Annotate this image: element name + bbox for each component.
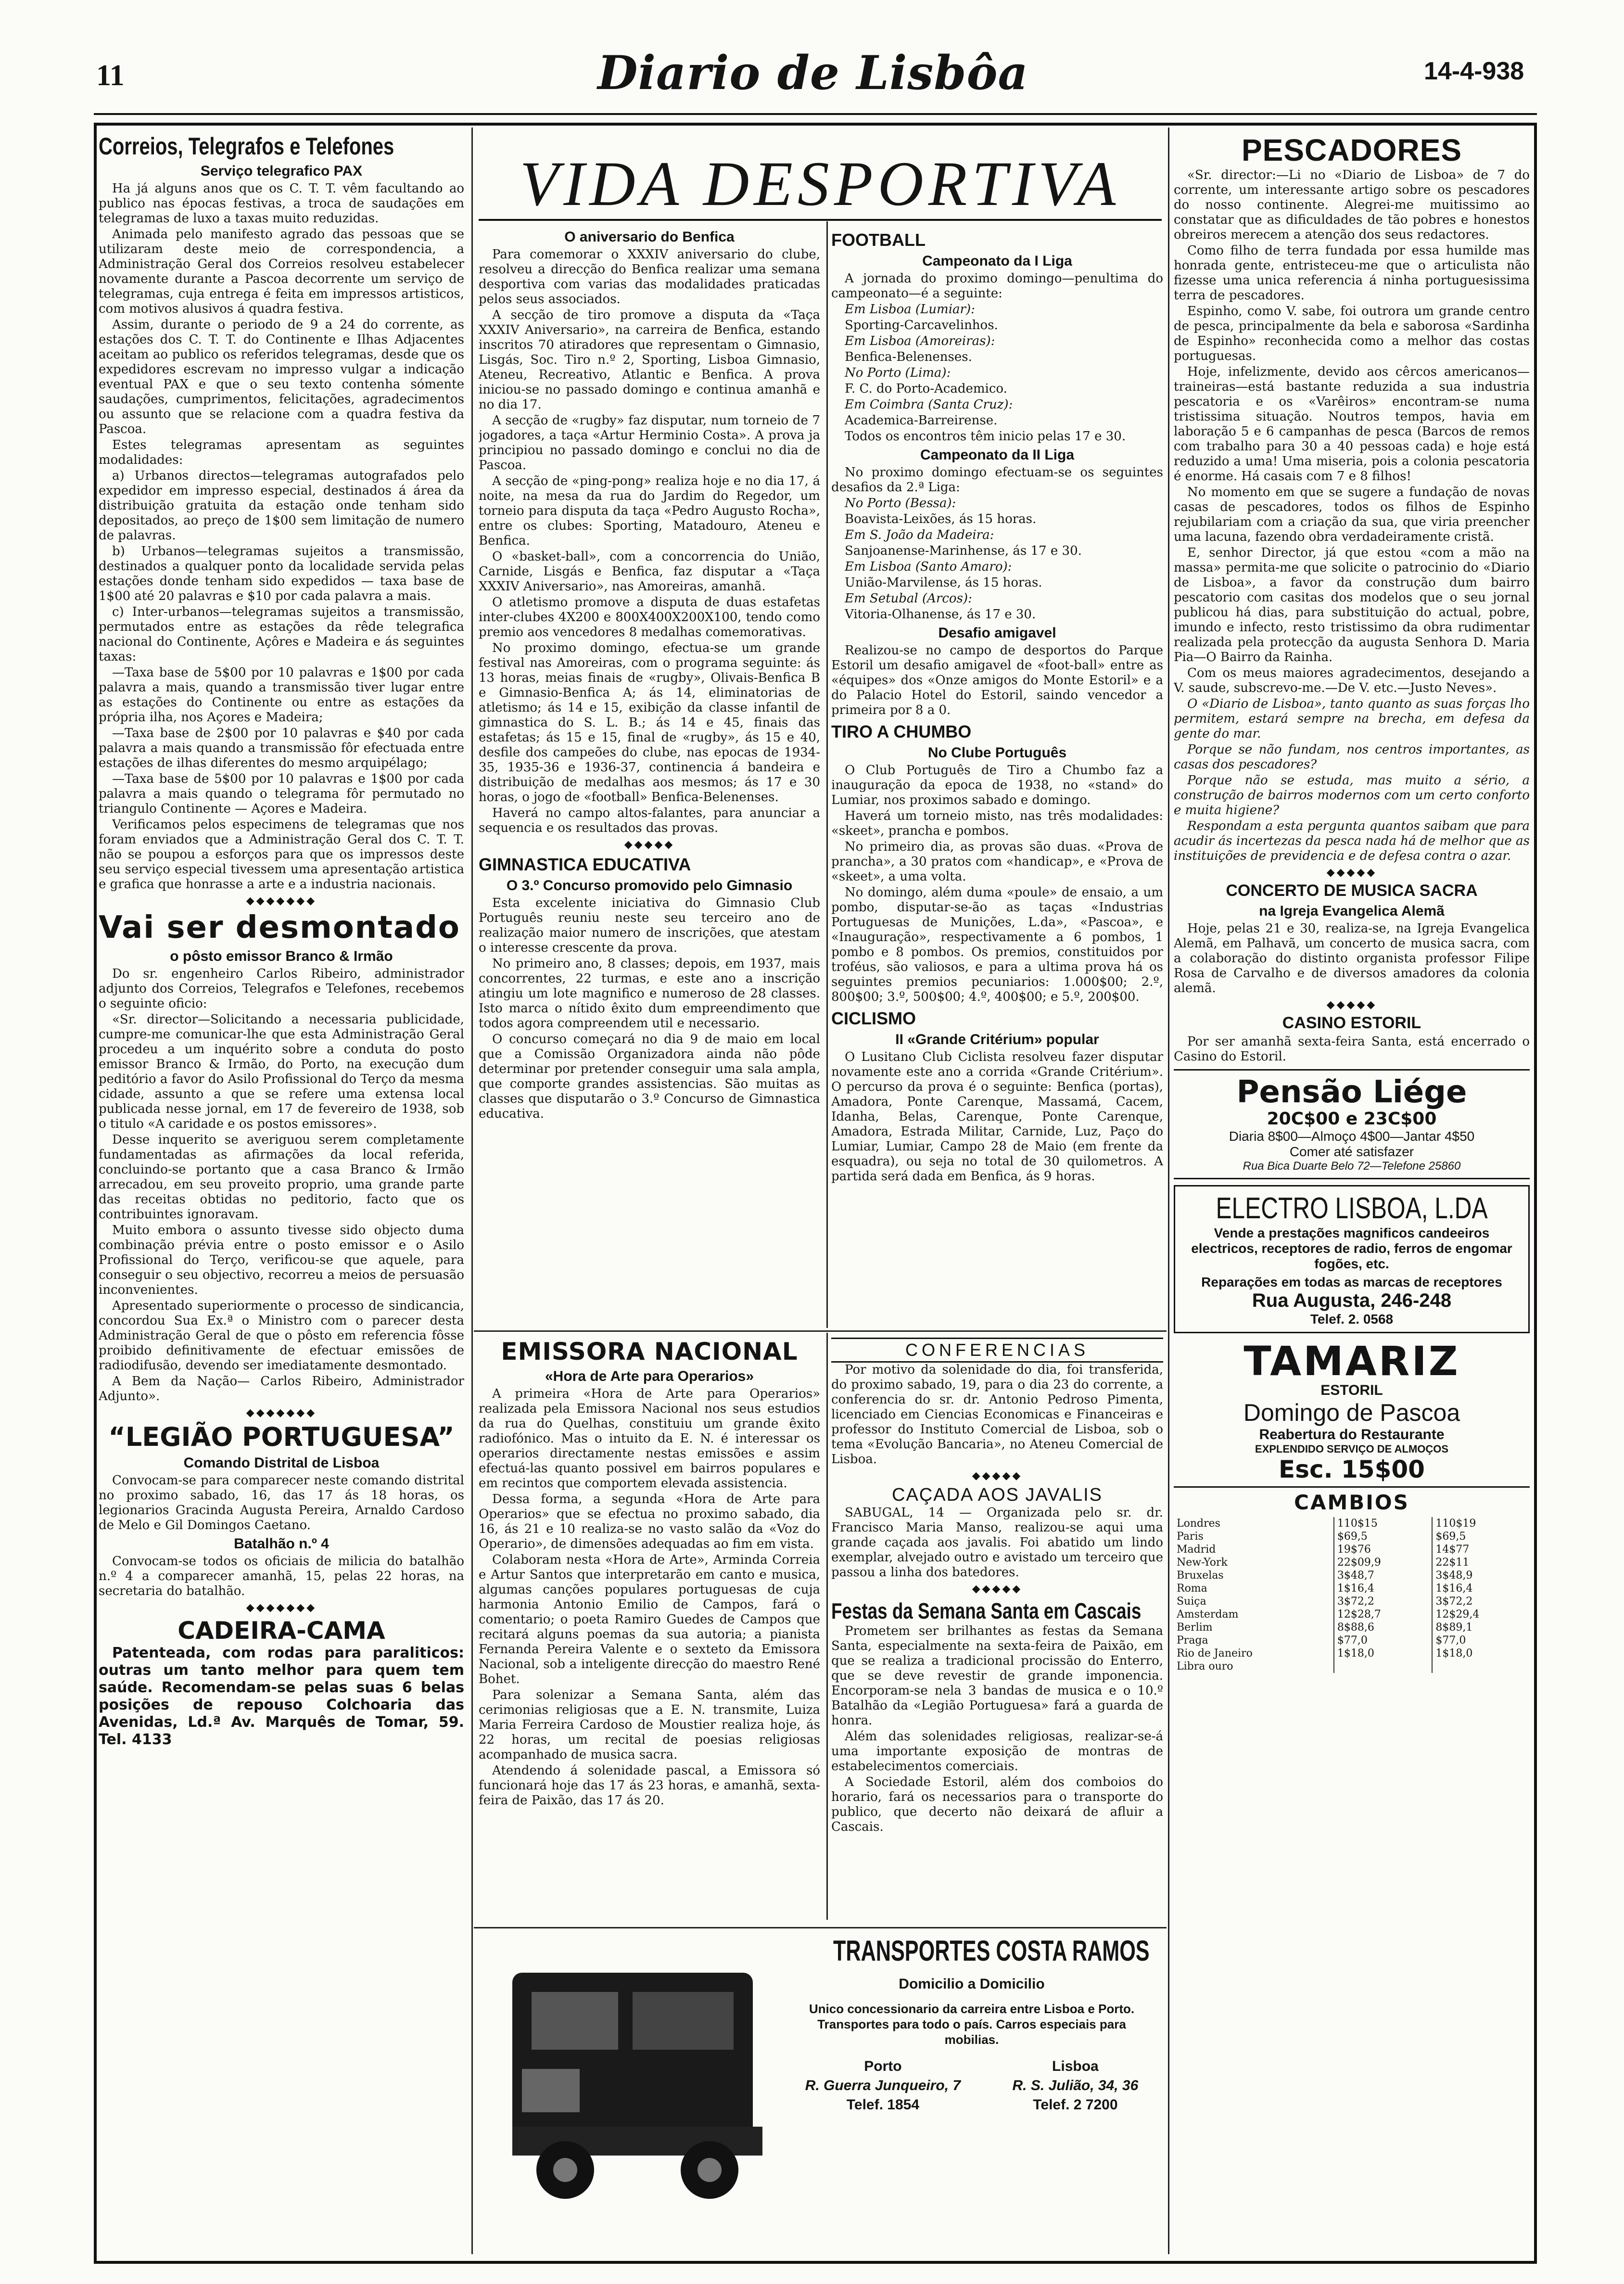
currency-name: Roma bbox=[1177, 1582, 1207, 1595]
fixture: União-Marvilense, ás 15 horas. bbox=[845, 575, 1042, 590]
paragraph: Além das solenidades religiosas, realizar-se-á uma importante exposição de montras de estabelecimentos comerciais. bbox=[831, 1729, 1163, 1774]
paragraph: Realizou-se no campo de desportos do Parque Estoril um desafio amigavel de «foot-ball» entre as «équipes» dos «Onze amigos do Monte Estoril» e a do Palacio Hotel do Estoril, saindo vencedor a primeira por 8 a 0. bbox=[831, 643, 1163, 717]
paragraph: SABUGAL, 14 — Organizada pelo sr. dr. Francisco Maria Manso, realizou-se aqui uma grande caçada aos javalis. Foi abatido um lindo exemplar, alvejado outro e avistado um terceiro que passou a linha dos batedores. bbox=[831, 1506, 1163, 1580]
column-sports-right bbox=[831, 226, 1163, 1328]
column-rule bbox=[471, 128, 473, 2254]
paragraph: Colaboram nesta «Hora de Arte», Arminda Correia e Artur Santos que interpretarão em canto e musica, algumas canções populares portuguesas de cuja harmonia Antonio Emilio de Campos, fará o comentario; o poeta Ramiro Guedes de Campos que recitará alguns poemas da sua autoria; a pianista Fernanda Pereira Valente e o sexteto da Emissora Nacional, sob a inteligente direcção do maestro René Bohet. bbox=[479, 1553, 820, 1686]
paragraph: Animada pelo manifesto agrado das pessoas que se utilizaram deste meio de correspondencia, a Administração Geral dos Correios resolveu estabelecer novamente durante a Pascoa decorrente um serviço de telegramas, cuja entrega é feita em impressos artisticos, com motivos alusivos á quadra festiva. bbox=[99, 227, 464, 316]
football-title: FOOTBALL bbox=[831, 230, 926, 250]
rate-value: 1$16,4 bbox=[1432, 1582, 1530, 1595]
electro-ad bbox=[1174, 1185, 1530, 1333]
paragraph: Esta excelente iniciativa do Gimnasio Club Português reuniu neste seu terceiro ano de realização maior numero de inscrições, que atestam o interesse crescente da prova. bbox=[479, 896, 820, 955]
cacada-title: CAÇADA AOS JAVALIS bbox=[892, 1485, 1103, 1505]
paragraph: Haverá no campo altos-falantes, para anunciar a sequencia e os resultados das provas. bbox=[479, 806, 820, 835]
fixture: Em Setubal (Arcos): bbox=[845, 591, 972, 606]
currency-name: Amsterdam bbox=[1177, 1608, 1239, 1620]
cambios-row bbox=[1174, 1660, 1530, 1673]
rate-value: $69,5 bbox=[1334, 1530, 1433, 1543]
paragraph: A primeira «Hora de Arte para Operarios» realizada pela Emissora Nacional nos seus estudios da rua do Quelhas, constituiu um grande êxito radiofónico. Mas o intuito da E. N. é interessar os operarios directamente nestas emissões e assim efectuá-las quanto possivel em bairros populares e em recintos que comportem elevada assistencia. bbox=[479, 1387, 820, 1491]
cambios-table bbox=[1174, 1517, 1530, 1673]
paragraph: Do sr. engenheiro Carlos Ribeiro, administrador adjunto dos Correios, Telegrafos e Telefones, recebemos o seguinte oficio: bbox=[99, 967, 464, 1011]
desmontado-title: Vai ser desmontado bbox=[99, 910, 460, 945]
paragraph: E, senhor Director, já que estou «com a mão na massa» permita-me que solicite o patrocinio do «Diario de Lisboa», a favor da construção dum bairro pescatorio com casitas dos modelos que o seu jornal publicou há dias, para substituição do actual, pobre, imundo e infecto, resto tristissimo da obra rudimentar realizada pela protecção da augusta Senhora D. Maria Pia—O Bairro da Rainha. bbox=[1174, 546, 1530, 664]
paragraph: No domingo, além duma «poule» de ensaio, a um pombo, disputar-se-ão as taças «Industrias Portuguesas de Munições, L.da», «Pascoa», e «Inauguração», respectivamente a 6 pombos, 1 pombo e 8 pombos. Os premios, constituidos por troféus, são valiosos, e para a ultima prova há os seguintes premios pecuniarios: 1.000$00; 2.º, 800$00; 3.º, 500$00; 4.º, 400$00; e 5.º, 200$00. bbox=[831, 885, 1163, 1004]
page-number: 11 bbox=[96, 59, 125, 92]
masthead: Diario de Lisbôa bbox=[597, 46, 1028, 100]
fixture: Em Lisboa (Santo Amaro): bbox=[845, 560, 1012, 574]
currency-name: New-York bbox=[1177, 1557, 1228, 1569]
fixture: Boavista-Leixões, ás 15 horas. bbox=[845, 512, 1037, 526]
paragraph: Atendendo á solenidade pascal, a Emissora só funcionará hoje das 17 ás 23 horas, e amanhã, sexta-feira de Paixão, das 17 ás 20. bbox=[479, 1763, 820, 1808]
paragraph: No momento em que se sugere a fundação de novas casas de pescadores, todos os filhos de Espinho rejubilariam com a criação da sua, que viria preencher uma lacuna, fazendo obra verdadeiramente cristã. bbox=[1174, 485, 1530, 544]
paragraph: b) Urbanos—telegramas sujeitos a transmissão, destinados a qualquer ponto da localidade servida pelas estações donde tenham sido expedidos — taxa base de 1$00 até 20 palavras e $10 por cada palavra a mais. bbox=[99, 544, 464, 603]
paragraph: c) Inter-urbanos—telegramas sujeitos a transmissão, permutados entre as estações da rêde telegrafica nacional do Continente, Açôres e Madeira e ás seguintes taxas: bbox=[99, 605, 464, 664]
paragraph: A secção de «ping-pong» realiza hoje e no dia 17, á noite, na mesa da rua do Jardim do Regedor, um torneio para disputa da taça «Pedro Augusto Rocha», entre os clubes: Sporting, Matadouro, Ateneu e Benfica. bbox=[479, 474, 820, 548]
paragraph: «Sr. director:—Li no «Diario de Lisboa» de 7 do corrente, um interessante artigo sobre os pescadores do nosso continente. Alegrei-me muitissimo ao constatar que as dificuldades de tão pobres e honestos obreiros merecem a atenção dos seus redactores. bbox=[1174, 168, 1530, 242]
fixture: No Porto (Lima): bbox=[845, 366, 951, 380]
pensao-prices: 20C$00 e 23C$00 bbox=[1267, 1109, 1437, 1129]
rate-value: 1$18,0 bbox=[1334, 1647, 1433, 1660]
paragraph: Por motivo da solenidade do dia, foi transferida, do proximo sabado, 19, para o dia 23 do corrente, a conferencia do sr. dr. Antonio Pedroso Pimenta, licenciado em Ciencias Economicas e Financeiras e professor do Instituto Comercial de Lisboa, sob o tema «Evolução Bancaria», no Ateneu Comercial de Lisboa. bbox=[831, 1363, 1163, 1467]
cadeira-title: CADEIRA-CAMA bbox=[178, 1617, 385, 1645]
ornament-divider: ◆◆◆◆◆◆◆ bbox=[246, 1602, 317, 1614]
currency-name: Libra ouro bbox=[1177, 1660, 1233, 1672]
casino-title: CASINO ESTORIL bbox=[1282, 1014, 1421, 1032]
cambios-row bbox=[1174, 1569, 1530, 1582]
paragraph: O «basket-ball», com a concorrencia do União, Carnide, Lisgás e Benfica, faz disputar a «Taça XXXIV Aniversario», nas Amoreiras, amanhã. bbox=[479, 549, 820, 594]
paragraph: Respondam a esta pergunta quantos saibam que para acudir ás incertezas da pesca nada há de melhor que as instituições de previdencia e de defesa contra o azar. bbox=[1174, 819, 1530, 863]
paragraph: Ha já alguns anos que os C. T. T. vêm facultando ao publico nas épocas festivas, a troca de saudações em telegramas de luxo a taxas muito reduzidas. bbox=[99, 181, 464, 226]
lisboa-address: R. S. Julião, 34, 36 bbox=[1012, 2078, 1139, 2093]
lisboa-phone: Telef. 2 7200 bbox=[1033, 2097, 1118, 2113]
electro-text: Vende a prestações magnificos candeeiros electricos, receptores de radio, ferros de engomar fogões, etc. bbox=[1191, 1225, 1512, 1271]
paragraph: A secção de tiro promove a disputa da «Taça XXXIV Aniversario», na carreira de Benfica, estando inscritos 70 atiradores que representam o Gimnasio, Lisgás, Soc. Tiro n.º 2, Sporting, Lisboa Gimnasio, Ateneu, Recreativo, Atlantic e Benfica. A prova iniciou-se no passado domingo e continua amanhã e no dia 17. bbox=[479, 308, 820, 412]
concerto-subtitle: na Igreja Evangelica Alemã bbox=[1259, 903, 1445, 919]
paragraph: O concurso começará no dia 9 de maio em local que a Comissão Organizadora ainda não pôde determinar por pretender conseguir uma sala ampla, que comporte grandes assistencias. São muitas as classes que disputarão o 3.º Concurso de Gimnastica educativa. bbox=[479, 1032, 820, 1121]
legiao-title: “LEGIÃO PORTUGUESA” bbox=[108, 1422, 455, 1452]
section-rule bbox=[474, 1927, 1167, 1928]
paragraph: A secção de «rugby» faz disputar, num torneio de 7 jogadores, a taça «Artur Herminio Costa». A prova ja principiou no passado domingo e conclui no dia de Pascoa. bbox=[479, 413, 820, 472]
paragraph: —Taxa base de 2$00 por 10 palavras e $40 por cada palavra a mais quando a transmissão fôr efectuada entre estações de ilhas diferentes do mesmo arquipélago; bbox=[99, 726, 464, 770]
paragraph: A jornada do proximo domingo—penultima do campeonato—é a seguinte: bbox=[831, 271, 1163, 301]
legiao-subtitle: Comando Distrital de Lisboa bbox=[183, 1455, 380, 1471]
cambios-row bbox=[1174, 1556, 1530, 1569]
column-notices bbox=[831, 1338, 1163, 1925]
paragraph: Estes telegramas apresentam as seguintes modalidades: bbox=[99, 438, 464, 467]
paragraph: Convocam-se todos os oficiais de milicia do batalhão n.º 4 a comparecer amanhã, 15, pelas 22 horas, na secretaria do batalhão. bbox=[99, 1554, 464, 1598]
rate-value: 110$15 bbox=[1334, 1517, 1433, 1530]
rate-value: 14$77 bbox=[1432, 1543, 1530, 1556]
section-rule bbox=[474, 1330, 1167, 1332]
paragraph: Hoje, pelas 21 e 30, realiza-se, na Igreja Evangelica Alemã, em Palhavã, um concerto de musica sacra, com a colaboração do distinto organista professor Filipe Rosa de Carvalho e de diversos amadores da colonia alemã. bbox=[1174, 921, 1530, 995]
paragraph: O Lusitano Club Ciclista resolveu fazer disputar novamente este ano a corrida «Grande Critérium». O percurso da prova é o seguinte: Benfica (portas), Amadora, Ponte Carenque, Massamá, Cacem, Idanha, Belas, Carenque, Ponte Carenque, Amadora, Estrada Militar, Carnide, Luz, Paço do Lumiar, Lumiar, Campo 28 de Maio (em frente da esquadra), ou seja no total de 30 quilometros. A partida será dada em Benfica, ás 9 horas. bbox=[831, 1050, 1163, 1184]
tamariz-price: Esc. 15$00 bbox=[1279, 1455, 1425, 1483]
fixture: Benfica-Belenenses. bbox=[845, 350, 972, 364]
electro-repairs: Reparações em todas as marcas de receptores bbox=[1201, 1275, 1502, 1289]
paragraph: No primeiro ano, 8 classes; depois, em 1937, mais concorrentes, 22 turmas, e este ano a inscrição atingiu um lote magnifico e numeroso de 28 classes. Isto marca o nítido êxito dum empreendimento que todos agora compreendem util e necessario. bbox=[479, 957, 820, 1031]
rate-value: 1$18,0 bbox=[1432, 1647, 1530, 1660]
porto-address: R. Guerra Junqueiro, 7 bbox=[805, 2078, 961, 2093]
rate-value: 3$48,7 bbox=[1334, 1569, 1433, 1582]
transportes-text: Unico concessionario da carreira entre Lisboa e Porto. Transportes para todo o país. Carros especiais para mobilias. bbox=[809, 2002, 1135, 2047]
electro-address: Rua Augusta, 246-248 bbox=[1252, 1290, 1452, 1311]
conferencias-title: CONFERENCIAS bbox=[831, 1338, 1163, 1363]
cambios-row bbox=[1174, 1543, 1530, 1556]
rate-value bbox=[1432, 1660, 1530, 1673]
paragraph: Dessa forma, a segunda «Hora de Arte para Operarios» que se efectua no proximo sabado, dia 16, ás 21 e 10 realiza-se no vasto salão da «Voz do Operario», de dimensões adequadas ao fim em vista. bbox=[479, 1492, 820, 1551]
paragraph: A Bem da Nação— Carlos Ribeiro, Administrador Adjunto». bbox=[99, 1374, 464, 1404]
pescadores-title: PESCADORES bbox=[1241, 133, 1462, 167]
bus-illustration bbox=[503, 1944, 772, 2223]
paragraph: Porque não se estuda, mas muito a sério, a construção de bairros modernos com um certo conforto e muita higiene? bbox=[1174, 773, 1530, 817]
currency-name: Praga bbox=[1177, 1634, 1208, 1646]
header-rule bbox=[94, 113, 1537, 115]
paragraph: Porque se não fundam, nos centros importantes, as casas dos pescadores? bbox=[1174, 742, 1530, 772]
paragraph: Assim, durante o periodo de 9 a 24 do corrente, as estações dos C. T. T. do Continente e Ilhas Adjacentes aceitam ao publico os referidos telegramas, desde que os expedidores escrevam no impresso vulgar a indicação eventual PAX e que o seu texto contenha sómente saudações, cumprimentos, felicitações, agradecimentos ou assunto que se relacione com a quadra festiva da Pascoa. bbox=[99, 318, 464, 436]
paragraph: O atletismo promove a disputa de duas estafetas inter-clubes 4X200 e 800X400X200X100, tendo como premio aos vencedores 8 medalhas comemorativas. bbox=[479, 595, 820, 639]
paragraph: O Club Português de Tiro a Chumbo faz a inauguração da epoca de 1938, no «stand» do Lumiar, nos proximos sabado e domingo. bbox=[831, 763, 1163, 807]
paragraph: a) Urbanos directos—telegramas autografados pelo expedidor em impresso especial, destinados á área da distribuição gratuita da estação onde tenham sido depositados, ao preço de 1$00 sem limitação de numero de palavras. bbox=[99, 469, 464, 543]
cambios-row bbox=[1174, 1634, 1530, 1647]
festas-title: Festas da Semana Santa em Cascais bbox=[831, 1598, 1142, 1623]
pensao-ad bbox=[1174, 1069, 1530, 1179]
paragraph: No proximo domingo efectuam-se os seguintes desafios da 2.ª Liga: bbox=[831, 465, 1163, 495]
cambios-row bbox=[1174, 1647, 1530, 1660]
rate-value: 3$72,2 bbox=[1334, 1595, 1433, 1608]
fixture: No Porto (Bessa): bbox=[845, 496, 956, 510]
fixture: F. C. do Porto-Academico. bbox=[845, 382, 1007, 396]
column-rule bbox=[826, 221, 828, 1328]
currency-name: Londres bbox=[1177, 1518, 1220, 1530]
paragraph: Com os meus maiores agradecimentos, desejando a V. saude, subscrevo-me.—De V. etc.—Justo Neves». bbox=[1174, 666, 1530, 695]
ornament-divider: ◆◆◆◆◆◆◆ bbox=[246, 895, 317, 907]
gimnastica-title: GIMNASTICA EDUCATIVA bbox=[479, 855, 691, 874]
ornament-divider: ◆◆◆◆◆ bbox=[624, 839, 675, 851]
currency-name: Rio de Janeiro bbox=[1177, 1647, 1253, 1659]
ornament-divider: ◆◆◆◆◆ bbox=[972, 1470, 1023, 1482]
electro-phone: Telef. 2. 0568 bbox=[1310, 1312, 1394, 1327]
rate-value: 110$19 bbox=[1432, 1517, 1530, 1530]
tiro-subtitle: No Clube Português bbox=[927, 745, 1067, 761]
cambios-rows bbox=[1174, 1517, 1530, 1673]
transportes-addresses bbox=[779, 2057, 1164, 2115]
pensao-address: Rua Bica Duarte Belo 72—Telefone 25860 bbox=[1243, 1160, 1461, 1173]
paragraph: Prometem ser brilhantes as festas da Semana Santa, especialmente na sexta-feira de Paixão, em que se realiza a tradicional procissão do Enterro, que se deve revestir de grande imponencia. Encorporam-se nela 3 bandas de musica e o 10.º Batalhão da «Legião Portuguesa» fará a guarda de honra. bbox=[831, 1624, 1163, 1728]
ciclismo-title: CICLISMO bbox=[831, 1008, 916, 1028]
rate-value: 1$16,4 bbox=[1334, 1582, 1433, 1595]
paragraph: Hoje, infelizmente, devido aos cêrcos americanos—traineiras—está bastante reduzida a sua industria pescatoria e os «Varêiros» encontram-se numa tristissima situação. Noutros tempos, havia em laboração 5 e 6 campanhas de pesca (Barcos de remos com trabalho para 30 a 40 pessoas cada) e hoje está reduzido a uma! Uma miseria, pois a colonia pescatoria é enorme. Há casais com 7 e 8 filhos! bbox=[1174, 365, 1530, 484]
paragraph: «Sr. director—Solicitando a necessaria publicidade, cumpre-me comunicar-lhe que esta Administração Geral procedeu a um inquérito sobre a conduta do posto emissor Branco & Irmão, do Porto, na execução dum peditório a favor do Asilo Profissional do Terço da mesma cidade, assunto a que se refere uma extensa local publicada nesse jornal, em 17 de fevereiro de 1938, sob o titulo «A caridade e os postos emissores». bbox=[99, 1012, 464, 1131]
cambios-row bbox=[1174, 1517, 1530, 1530]
paragraph: Verificamos pelos especimens de telegramas que nos foram enviados que a Administração Geral dos C. T. T. não se poupou a esforços para que os impressos deste seu serviço especial tivessem uma apresentação artistica e grafica que honrasse a arte e a industria nacionais. bbox=[99, 817, 464, 892]
rate-value: 3$48,9 bbox=[1432, 1569, 1530, 1582]
cadeira-text: Patenteada, com rodas para paraliticos: outras um tanto melhor para quem tem saúde. Recomendam-se pelas suas 6 belas posições de repouso Colchoaria das Avenidas, Ld.ª Av. Marquês de Tomar, 59. Tel. 4133 bbox=[99, 1645, 464, 1748]
tamariz-event: Domingo de Pascoa bbox=[1243, 1399, 1460, 1426]
paragraph: Todos os encontros têm inicio pelas 17 e 30. bbox=[845, 429, 1126, 444]
paragraph: —Taxa base de 5$00 por 10 palavras e 1$00 por cada palavra a mais quando o telegrama fôr permutado no triangulo Continente — Açores e Madeira. bbox=[99, 772, 464, 816]
rate-value: 22$11 bbox=[1432, 1556, 1530, 1569]
fixture: Em Lisboa (Amoreiras): bbox=[845, 334, 995, 348]
paragraph: Apresentado superiormente o processo de sindicancia, concordou Sua Ex.ª o Ministro com o parecer desta Administração Geral de que o pôsto em referencia fôsse proibido definitivamente de efectuar emissões de radiodifusão, devendo ser imediatamente desmontado. bbox=[99, 1299, 464, 1373]
porto-block bbox=[805, 2057, 961, 2115]
paragraph: —Taxa base de 5$00 por 10 palavras e 1$00 por cada palavra a mais, quando a transmissão tiver lugar entre as estações do Continente ou entre as estações da própria ilha, nos Açores e Madeira; bbox=[99, 665, 464, 725]
paragraph: Espinho, como V. sabe, foi outrora um grande centro de pesca, principalmente da bela e saborosa «Sardinha de Espinho» reconhecida como a melhor das costas portuguesas. bbox=[1174, 304, 1530, 363]
transportes-title: TRANSPORTES COSTA RAMOS bbox=[833, 1935, 1150, 1967]
rate-value: 3$72,2 bbox=[1432, 1595, 1530, 1608]
paragraph: Muito embora o assunto tivesse sido objecto duma combinação prévia entre o posto emissor e o Asilo Profissional do Terço, verificou-se que aquele, para conseguir o seu objectivo, recorreu a meios de persuasão inconvenientes. bbox=[99, 1223, 464, 1297]
fixture: Em Coimbra (Santa Cruz): bbox=[845, 397, 1013, 412]
paragraph: Como filho de terra fundada por essa humilde mas honrada gente, entristeceu-me que o articulista não fizesse uma unica referencia á ninha portuguesissima terra de pescadores. bbox=[1174, 243, 1530, 303]
emissora-article bbox=[479, 1338, 820, 1925]
column-sports-left bbox=[479, 226, 820, 1328]
fixture: Vitoria-Olhanense, ás 17 e 30. bbox=[845, 607, 1036, 622]
porto-phone: Telef. 1854 bbox=[846, 2097, 919, 2113]
cambios-row bbox=[1174, 1595, 1530, 1608]
pensao-meals: Diaria 8$00—Almoço 4$00—Jantar 4$50 bbox=[1229, 1129, 1475, 1144]
tiro-title: TIRO A CHUMBO bbox=[831, 722, 972, 741]
column-right bbox=[1174, 132, 1530, 2249]
rate-value: 8$89,1 bbox=[1432, 1621, 1530, 1634]
porto-label: Porto bbox=[864, 2058, 902, 2074]
cambios-row bbox=[1174, 1530, 1530, 1543]
emissora-title: EMISSORA NACIONAL bbox=[501, 1338, 798, 1365]
currency-name: Berlim bbox=[1177, 1621, 1213, 1633]
correios-subtitle: Serviço telegrafico PAX bbox=[200, 163, 363, 179]
transportes-ad bbox=[779, 1934, 1164, 2233]
paragraph: O «Diario de Lisboa», tanto quanto as suas forças lho permitem, estará sempre na brecha, em defesa da gente do mar. bbox=[1174, 697, 1530, 741]
pensao-title: Pensão Liége bbox=[1236, 1074, 1467, 1110]
issue-date: 14-4-938 bbox=[1424, 57, 1524, 85]
fixture: Academica-Barreirense. bbox=[845, 413, 998, 428]
paragraph: Para solenizar a Semana Santa, além das cerimonias religiosas que a E. N. transmite, Luiza Maria Ferreira Cardoso de Moustier realiza hoje, ás 22 horas, um recital de poesias religiosas acompanhado de musica sacra. bbox=[479, 1688, 820, 1762]
rate-value: $77,0 bbox=[1432, 1634, 1530, 1647]
fixture: Sanjoanense-Marinhense, ás 17 e 30. bbox=[845, 544, 1082, 558]
ornament-divider: ◆◆◆◆◆ bbox=[972, 1583, 1023, 1595]
section-title: VIDA DESPORTIVA bbox=[520, 148, 1121, 219]
paragraph: Convocam-se para comparecer neste comando distrital no proximo sabado, 16, das 17 ás 18 horas, os legionarios Gracinda Augusta Pereira, Arnaldo Cardoso de Melo e Gil Domingos Caetano. bbox=[99, 1473, 464, 1532]
section-rule bbox=[479, 219, 1162, 221]
paragraph: Para comemorar o XXXIV aniversario do clube, resolveu a direcção do Benfica realizar uma semana desportiva com varias das modalidades praticadas pelos seus associados. bbox=[479, 247, 820, 306]
ornament-divider: ◆◆◆◆◆ bbox=[1326, 867, 1377, 879]
ciclismo-subtitle: II «Grande Critérium» popular bbox=[895, 1032, 1099, 1047]
currency-name: Madrid bbox=[1177, 1544, 1216, 1556]
cambios-row bbox=[1174, 1582, 1530, 1595]
liga1-title: Campeonato da I Liga bbox=[922, 253, 1072, 269]
currency-name: Paris bbox=[1177, 1531, 1204, 1543]
tamariz-ad bbox=[1174, 1340, 1530, 1488]
rate-value: 12$28,7 bbox=[1334, 1608, 1433, 1621]
emissora-subtitle: «Hora de Arte para Operarios» bbox=[545, 1368, 754, 1384]
tamariz-reopen: Reabertura do Restaurante bbox=[1259, 1427, 1445, 1442]
desmontado-subtitle: o pôsto emissor Branco & Irmão bbox=[170, 948, 393, 964]
lisboa-block bbox=[1013, 2057, 1139, 2115]
lisboa-label: Lisboa bbox=[1052, 2058, 1099, 2074]
column-left bbox=[99, 132, 464, 2249]
fixture: Em S. João da Madeira: bbox=[845, 528, 994, 542]
cambios-row bbox=[1174, 1608, 1530, 1621]
cambios-row bbox=[1174, 1621, 1530, 1634]
legiao-battalion: Batalhão n.º 4 bbox=[234, 1536, 329, 1552]
column-rule bbox=[826, 1333, 828, 1920]
rate-value bbox=[1334, 1660, 1433, 1673]
tamariz-title: TAMARIZ bbox=[1243, 1338, 1460, 1385]
currency-name: Suiça bbox=[1177, 1595, 1206, 1608]
paragraph: Haverá um torneio misto, nas três modalidades: «skeet», prancha e pombos. bbox=[831, 809, 1163, 838]
currency-name: Bruxelas bbox=[1177, 1569, 1224, 1582]
fixture: Sporting-Carcavelinhos. bbox=[845, 318, 998, 332]
paragraph: Por ser amanhã sexta-feira Santa, está encerrado o Casino do Estoril. bbox=[1174, 1034, 1530, 1064]
rate-value: 22$09,9 bbox=[1334, 1556, 1433, 1569]
pensao-satisfies: Comer até satisfazer bbox=[1289, 1144, 1414, 1159]
correios-title: Correios, Telegrafos e Telefones bbox=[99, 133, 394, 160]
rate-value: 8$88,6 bbox=[1334, 1621, 1433, 1634]
tamariz-sub: ESTORIL bbox=[1320, 1382, 1383, 1398]
rate-value: $69,5 bbox=[1432, 1530, 1530, 1543]
paragraph: No primeiro dia, as provas são duas. «Prova de prancha», a 30 pratos com «handicap», e «Prova de «skeet», a uma volta. bbox=[831, 840, 1163, 884]
electro-title: ELECTRO LISBOA, L.DA bbox=[1216, 1192, 1488, 1225]
rate-value: 12$29,4 bbox=[1432, 1608, 1530, 1621]
concerto-title: CONCERTO DE MUSICA SACRA bbox=[1226, 881, 1478, 900]
fixture: Em Lisboa (Lumiar): bbox=[845, 302, 975, 317]
cambios-title: CAMBIOS bbox=[1294, 1491, 1409, 1514]
rate-value: $77,0 bbox=[1334, 1634, 1433, 1647]
paragraph: Desse inquerito se averiguou serem completamente fundamentadas as afirmações da local referida, concluindo-se portanto que a casa Branco & Irmão arrecadou, em seu proveito proprio, uma grande parte das receitas obtidas no peditorio, facto que os contribuintes ignoravam. bbox=[99, 1133, 464, 1222]
rate-value: 19$76 bbox=[1334, 1543, 1433, 1556]
amigavel-title: Desafio amigavel bbox=[938, 625, 1056, 641]
ornament-divider: ◆◆◆◆◆ bbox=[1326, 999, 1377, 1011]
tamariz-service: EXPLENDIDO SERVIÇO DE ALMOÇOS bbox=[1255, 1443, 1449, 1455]
transportes-sub: Domicilio a Domicilio bbox=[899, 1976, 1045, 1992]
paragraph: A Sociedade Estoril, além dos comboios do horario, fará os necessarios para o transporte do publico, que decerto não deixará de afluir a Cascais. bbox=[831, 1775, 1163, 1834]
paragraph: No proximo domingo, efectua-se um grande festival nas Amoreiras, com o programa seguinte: ás 13 horas, meias finais de «rugby», Olivais-Benfica B e Gimnasio-Benfica A; ás 14, eliminatorias de atletismo; ás 14 e 15, exibição da classe infantil de gimnastica do S. L. B.; ás 14 e 45, finais das estafetas; ás 15 e 15, final de «rugby», ás 15 e 40, desfile dos campeões do clube, nas epocas de 1934-35, 1935-36 e 1936-37, continencia á bandeira e distribuição de medalhas aos mesmos; ás 17 e 30 horas, o jogo de «football» Benfica-Belenenses. bbox=[479, 641, 820, 804]
benfica-title: O aniversario do Benfica bbox=[564, 229, 735, 245]
column-rule bbox=[1168, 128, 1169, 2254]
liga2-title: Campeonato da II Liga bbox=[920, 447, 1075, 463]
ornament-divider: ◆◆◆◆◆◆◆ bbox=[246, 1407, 317, 1419]
gimnastica-subtitle: O 3.º Concurso promovido pelo Gimnasio bbox=[506, 878, 793, 893]
